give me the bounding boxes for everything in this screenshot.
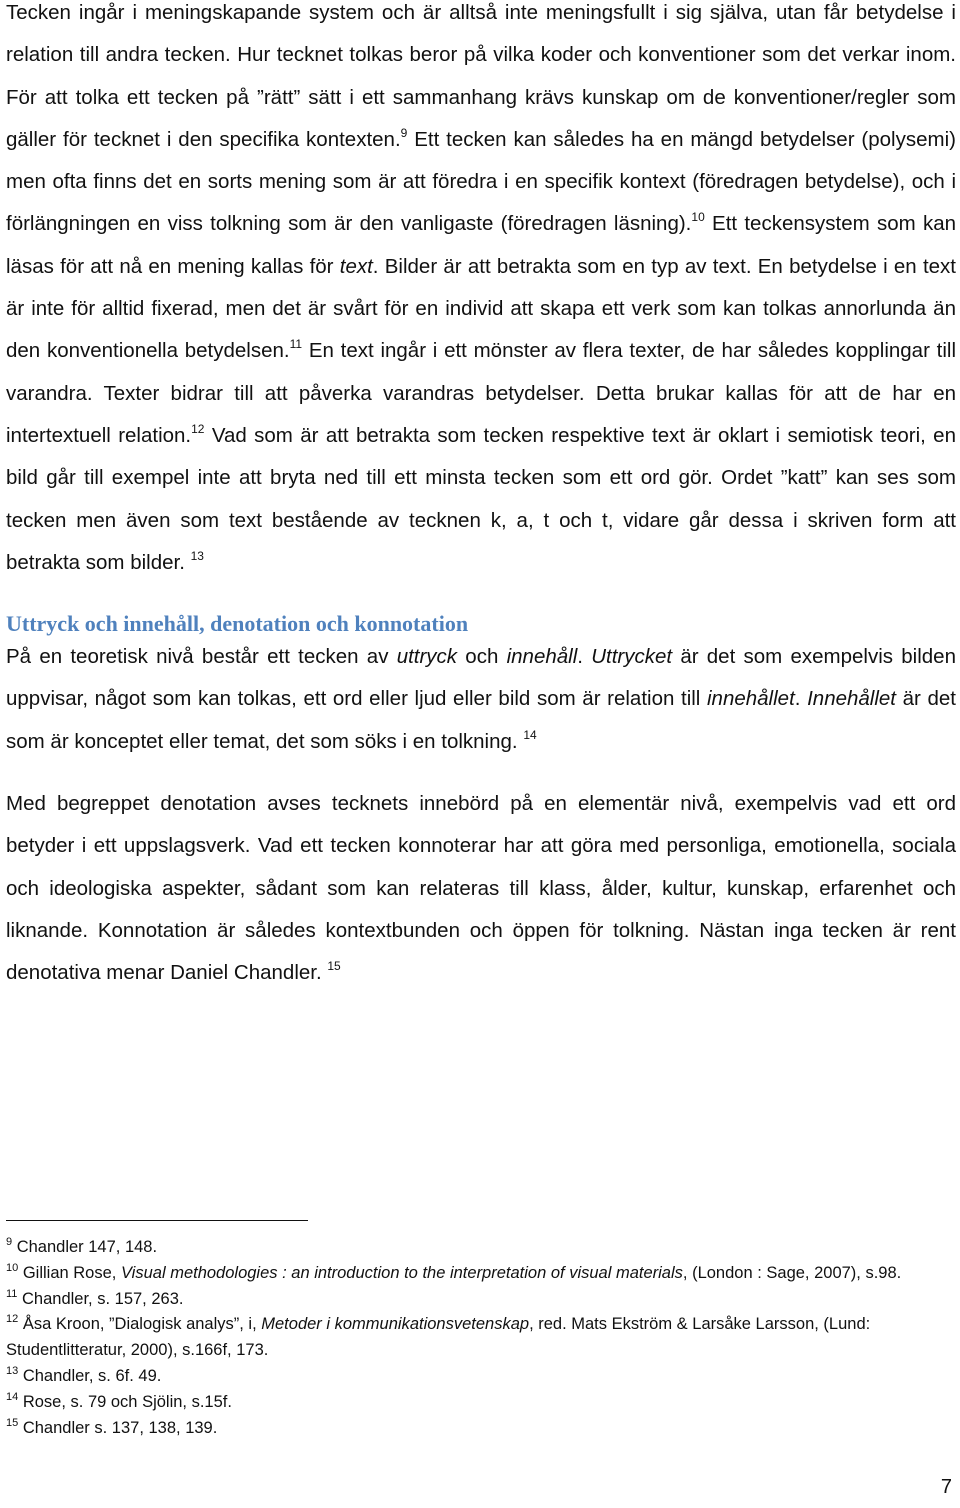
footnote-14: $^{14}$ Rose, s. 79 och Sjölin, s.15f. xyxy=(6,1390,232,1411)
footnote-11: $^{11}$ Chandler, s. 157, 263. xyxy=(6,1287,184,1308)
paragraph-text: Tecken ingår i meningskapande system och är alltså inte meningsfullt i sig själva, utan får betydelse i relation till andra tecken. Hur tecknet tolkas beror på vilka koder och konventioner som det verkar inom. För att tolka ett tecken på ”rätt” sätt i ett sammanhang krävs kunskap om de konventioner/regler som gäller för tecknet i den specifika kontexten.$^9$ Ett tecken kan således ha en mängd betydelser (polysemi) men ofta finns det en sorts mening som är att föredra i en specifik kontext (föredragen betydelse), och i förlängningen en viss tolkning som är den vanligaste (föredragen läsning).$^{10}$ Ett teckensystem som kan läsas för att nå en mening kallas för text. Bilder är att betrakta som en typ av text. En betydelse i en text är inte för alltid fixerad, men det är svårt för en individ att skapa ett verk som kan tolkas annorlunda än den konventionella betydelsen.$^{11}$ En text ingår i ett mönster av flera texter, de har således kopplingar till varandra. Texter bidrar till att påverka varandras betydelser. Detta brukar kallas för att de har en intertextuell relation.$^{12}$ Vad som är att betrakta som tecken respektive text är oklart i semiotisk teori, en bild går till exempel inte att bryta ned till ett minsta tecken som ett ord gör. Ordet ”katt” kan ses som tecken men även som text bestående av tecknen k, a, t och t, vidare går dessa i skriven form att betrakta som bilder. $^{13}$ xyxy=(6,1,957,574)
footnote-ref-13[interactable]: 13 xyxy=(190,548,204,563)
footnote-ref-10[interactable]: 10 xyxy=(691,210,705,225)
footnote-ref-9[interactable]: 9 xyxy=(400,125,408,140)
footnote-9: $^9$ Chandler 147, 148. xyxy=(6,1236,158,1256)
footnote-10: $^{10}$ Gillian Rose, Visual methodologies : an introduction to the interpretation of visual materials, (London : Sage, 2007), s.98. xyxy=(6,1261,902,1282)
footnote-separator xyxy=(6,1220,308,1221)
section-heading: Uttryck och innehåll, denotation och konnotation xyxy=(6,611,469,636)
footnote-12: $^{12}$ Åsa Kroon, ”Dialogisk analys”, i, Metoder i kommunikationsvetenskap, red. Mats Ekström & Larsåke Larsson, (Lund: Studentlitteratur, 2000), s.166f, 173. xyxy=(6,1313,871,1360)
page-number: 7 xyxy=(940,1476,952,1498)
paragraph-text: På en teoretisk nivå består ett tecken av uttryck och innehåll. Uttrycket är det som exempelvis bilden uppvisar, något som kan tolkas, ett ord eller ljud eller bild som är relation till innehållet. Innehållet är det som är konceptet eller temat, det som söks i en tolkning. $^{14}$ xyxy=(6,645,956,753)
footnote-ref-14[interactable]: 14 xyxy=(523,727,537,742)
paragraph-text: Med begreppet denotation avses tecknets innebörd på en elementär nivå, exempelvis vad ett ord betyder i ett uppslagsverk. Vad ett tecken konnoterar har att göra med personliga, emotionella, sociala och ideologiska aspekter, sådant som kan relateras till klass, ålder, kultur, kunskap, erfarenhet och liknande. Konnotation är således kontextbunden och öppen för tolkning. Nästan inga tecken är rent denotativa menar Daniel Chandler. $^{15}$ xyxy=(6,792,956,985)
footnote-ref-12[interactable]: 12 xyxy=(191,421,205,436)
footnote-13: $^{13}$ Chandler, s. 6f. 49. xyxy=(6,1364,162,1385)
footnote-ref-11[interactable]: 11 xyxy=(289,337,303,352)
body-paragraph-1 xyxy=(6,0,956,584)
footnote-15: $^{15}$ Chandler s. 137, 138, 139. xyxy=(6,1416,218,1437)
footnotes xyxy=(6,1235,956,1441)
body-paragraph-3 xyxy=(6,783,956,994)
footnote-ref-15[interactable]: 15 xyxy=(327,959,341,974)
body-paragraph-2 xyxy=(6,636,956,763)
